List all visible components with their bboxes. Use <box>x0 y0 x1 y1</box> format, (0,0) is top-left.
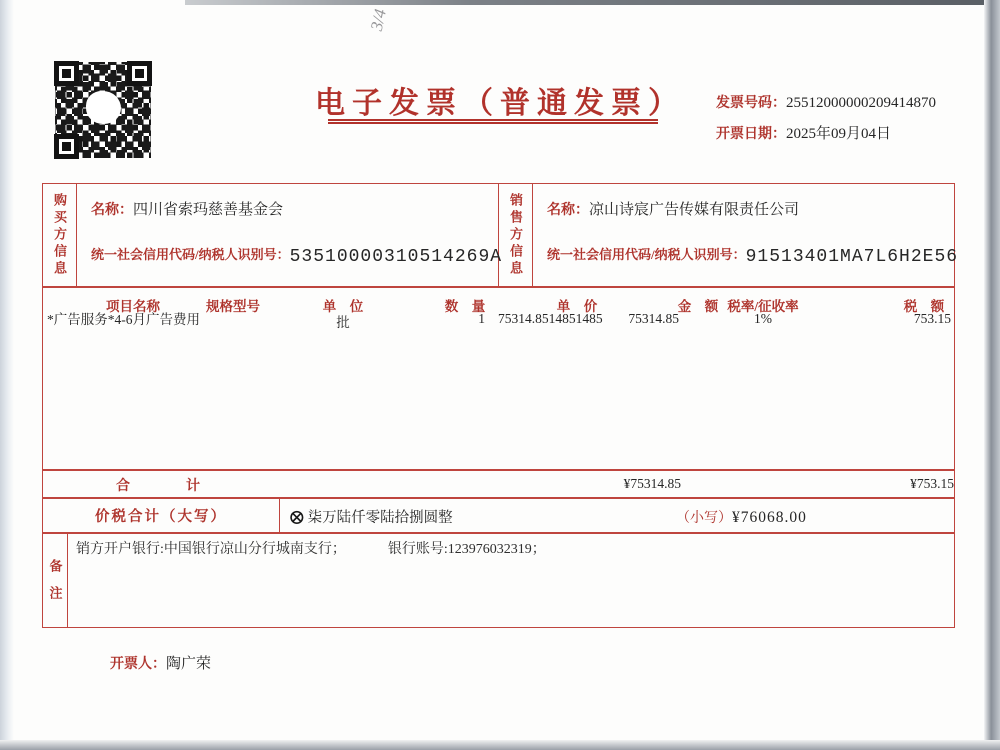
item-amount: 75314.85 <box>628 311 679 326</box>
col-header-unit: 单 位 <box>322 299 364 314</box>
invoice-number-row <box>716 92 986 112</box>
remarks-account: 银行账号:123976032319； <box>387 542 546 557</box>
item-quantity: 1 <box>478 311 485 326</box>
qr-center-logo <box>86 91 121 124</box>
buyer-name-label: 名称： <box>91 203 133 218</box>
scan-edge-right <box>984 0 1000 750</box>
grand-total-row <box>42 498 955 533</box>
grand-total-content <box>280 499 954 532</box>
handwritten-page-mark: 3/4 <box>366 7 390 33</box>
buyer-taxid-value: 53510000310514269A <box>289 247 503 267</box>
buyer-name-line <box>91 198 283 219</box>
remarks-bank-line <box>76 538 546 558</box>
col-header-item-name: 项目名称 <box>106 299 160 314</box>
remarks-content <box>68 534 954 627</box>
seller-taxid-label: 统一社会信用代码/纳税人识别号： <box>547 247 746 262</box>
remarks-bank: 销方开户银行:中国银行凉山分行城南支行； <box>76 542 346 557</box>
scan-edge-bottom <box>0 740 1000 750</box>
buyer-side-label: 购买方信息 <box>43 184 77 286</box>
col-header-spec: 规格型号 <box>206 299 260 314</box>
issue-date-value: 2025年09月04日 <box>786 126 892 142</box>
col-header-tax: 税 额 <box>903 299 945 314</box>
col-header-unit-price: 单 价 <box>556 299 598 314</box>
qr-finder-bottom-left-icon <box>54 134 79 159</box>
remarks-box <box>42 533 955 628</box>
invoice-number-label: 发票号码： <box>716 96 786 111</box>
issue-date-label: 开票日期： <box>716 127 786 142</box>
item-unit-price: 75314.8514851485 <box>498 311 603 326</box>
currency-circled-x-icon: ⊗ <box>288 504 306 529</box>
scan-edge-top <box>185 0 1000 5</box>
invoice-title: 电子发票（普通发票） <box>315 87 685 120</box>
issuer-line <box>110 652 211 673</box>
seller-taxid-line <box>547 244 958 267</box>
buyer-taxid-label: 统一社会信用代码/纳税人识别号： <box>91 247 290 262</box>
small-amount-label: （小写） <box>676 511 732 526</box>
seller-side-label: 销售方信息 <box>498 184 533 286</box>
invoice-number-value: 25512000000209414870 <box>786 95 936 111</box>
seller-taxid-value: 91513401MA7L6H2E56 <box>745 247 959 267</box>
buyer-name-value: 四川省索玛慈善基金会 <box>133 202 284 218</box>
col-header-tax-rate: 税率/征收率 <box>727 299 799 314</box>
issuer-name: 陶广荣 <box>166 656 212 672</box>
remarks-side-label: 备注 <box>43 534 68 627</box>
title-double-rule <box>328 119 658 124</box>
seller-name-value: 凉山诗宸广告传媒有限责任公司 <box>589 202 800 218</box>
seller-name-label: 名称： <box>547 203 589 218</box>
qr-finder-top-right-icon <box>127 61 152 86</box>
item-name: *广告服务*4-6月广告费用 <box>47 312 200 327</box>
buyer-info <box>77 184 503 286</box>
amount-numeric-line <box>676 507 807 527</box>
party-info-box <box>42 183 959 287</box>
scan-edge-left <box>0 0 14 750</box>
amount-in-words: 柒万陆仟零陆拾捌圆整 <box>307 510 453 526</box>
col-header-quantity: 数 量 <box>444 299 486 314</box>
seller-info <box>533 184 959 286</box>
totals-row <box>42 470 955 498</box>
qr-finder-top-left-icon <box>54 61 79 86</box>
grand-total-label: 价税合计（大写） <box>43 499 280 532</box>
item-tax: 753.15 <box>913 311 951 326</box>
col-header-amount: 金 额 <box>677 299 719 314</box>
item-tax-rate: 1% <box>754 311 772 326</box>
amount-in-words-line <box>288 506 453 527</box>
seller-name-line <box>547 198 799 219</box>
totals-label: 合 计 <box>116 479 200 494</box>
amount-numeric: ¥76068.00 <box>732 509 807 526</box>
buyer-taxid-line <box>91 244 502 267</box>
totals-amount: ¥75314.85 <box>623 476 681 491</box>
items-table <box>42 287 955 470</box>
item-unit: 批 <box>336 315 350 330</box>
qr-code <box>55 62 151 158</box>
issue-date-row <box>716 122 986 143</box>
issuer-label: 开票人： <box>110 657 166 672</box>
totals-tax: ¥753.15 <box>910 476 954 491</box>
